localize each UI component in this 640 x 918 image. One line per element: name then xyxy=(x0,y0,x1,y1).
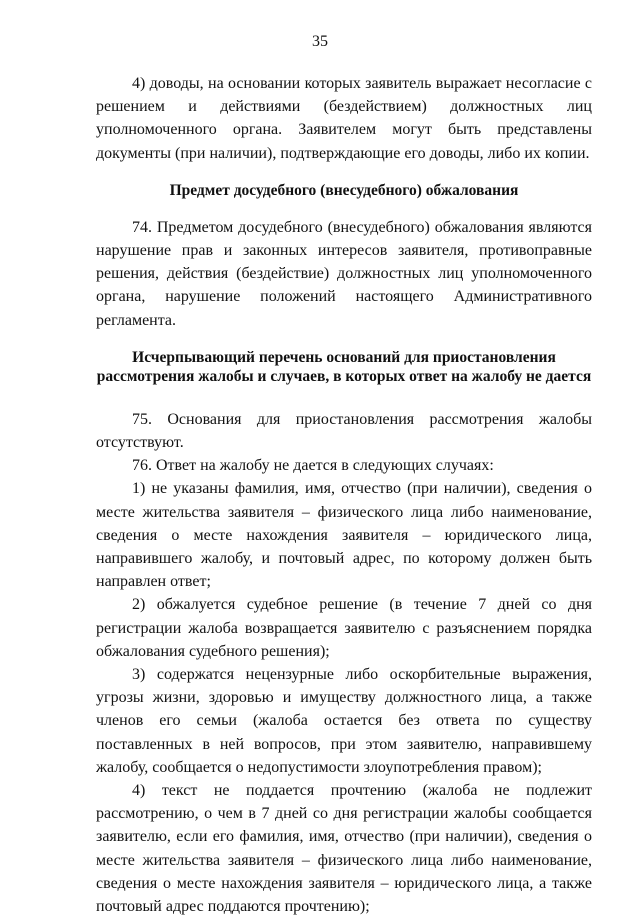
list-item-4: 4) текст не поддается прочтению (жалоба не подлежит рассмотрению, о чем в 7 дней со дня регистрации жалобы сообщается заявителю, если его фамилия, имя, отчество (при наличии), сведения о месте жительства заявителя – физического лица либо наименование, сведения о месте нахождения заявителя – юридического лица, а также почтовый адрес поддаются прочтению); xyxy=(96,782,592,916)
list-item-3: 3) содержатся нецензурные либо оскорбительные выражения, угрозы жизни, здоровью и имуществу должностного лица, а также членов его семьи (жалоба остается без ответа по существу поставленных в ней вопросов, при этом заявителю, направившему жалобу, сообщается о недопустимости злоупотребления правом); xyxy=(96,666,592,776)
section-heading-grounds: Исчерпывающий перечень оснований для приостановления рассмотрения жалобы и случаев, в которых ответ на жалобу не дается xyxy=(96,348,592,385)
section-heading-subject: Предмет досудебного (внесудебного) обжалования xyxy=(169,181,519,199)
list-item-1: 1) не указаны фамилия, имя, отчество (при наличии), сведения о месте жительства заявителя – физического лица либо наименование, сведения о месте нахождения заявителя – юридического лица, направившего жалобу, и почтовый адрес, по которому должен быть направлен ответ; xyxy=(96,480,592,591)
paragraph-75: 75. Основания для приостановления рассмотрения жалобы отсутствуют. xyxy=(96,410,592,452)
list-item-2: 2) обжалуется судебное решение (в течение 7 дней со дня регистрации жалоба возвращается заявителю с разъяснением порядка обжалования судебного решения); xyxy=(96,596,592,660)
document-body xyxy=(96,72,592,918)
paragraph-74: 74. Предметом досудебного (внесудебного) обжалования являются нарушение прав и законных интересов заявителя, противоправные решения, действия (бездействие) должностных лиц уполномоченного органа, нарушение положений настоящего Административного регламента. xyxy=(96,218,592,329)
paragraph-76: 76. Ответ на жалобу не дается в следующих случаях: xyxy=(132,457,494,475)
paragraph-item-4-arguments: 4) доводы, на основании которых заявитель выражает несогласие с решением и действиями (бездействием) должностных лиц уполномоченного органа. Заявителем могут быть представлены документы (при наличии), подтверждающие его доводы, либо их копии. xyxy=(96,75,592,162)
page-number: 35 xyxy=(312,33,328,50)
